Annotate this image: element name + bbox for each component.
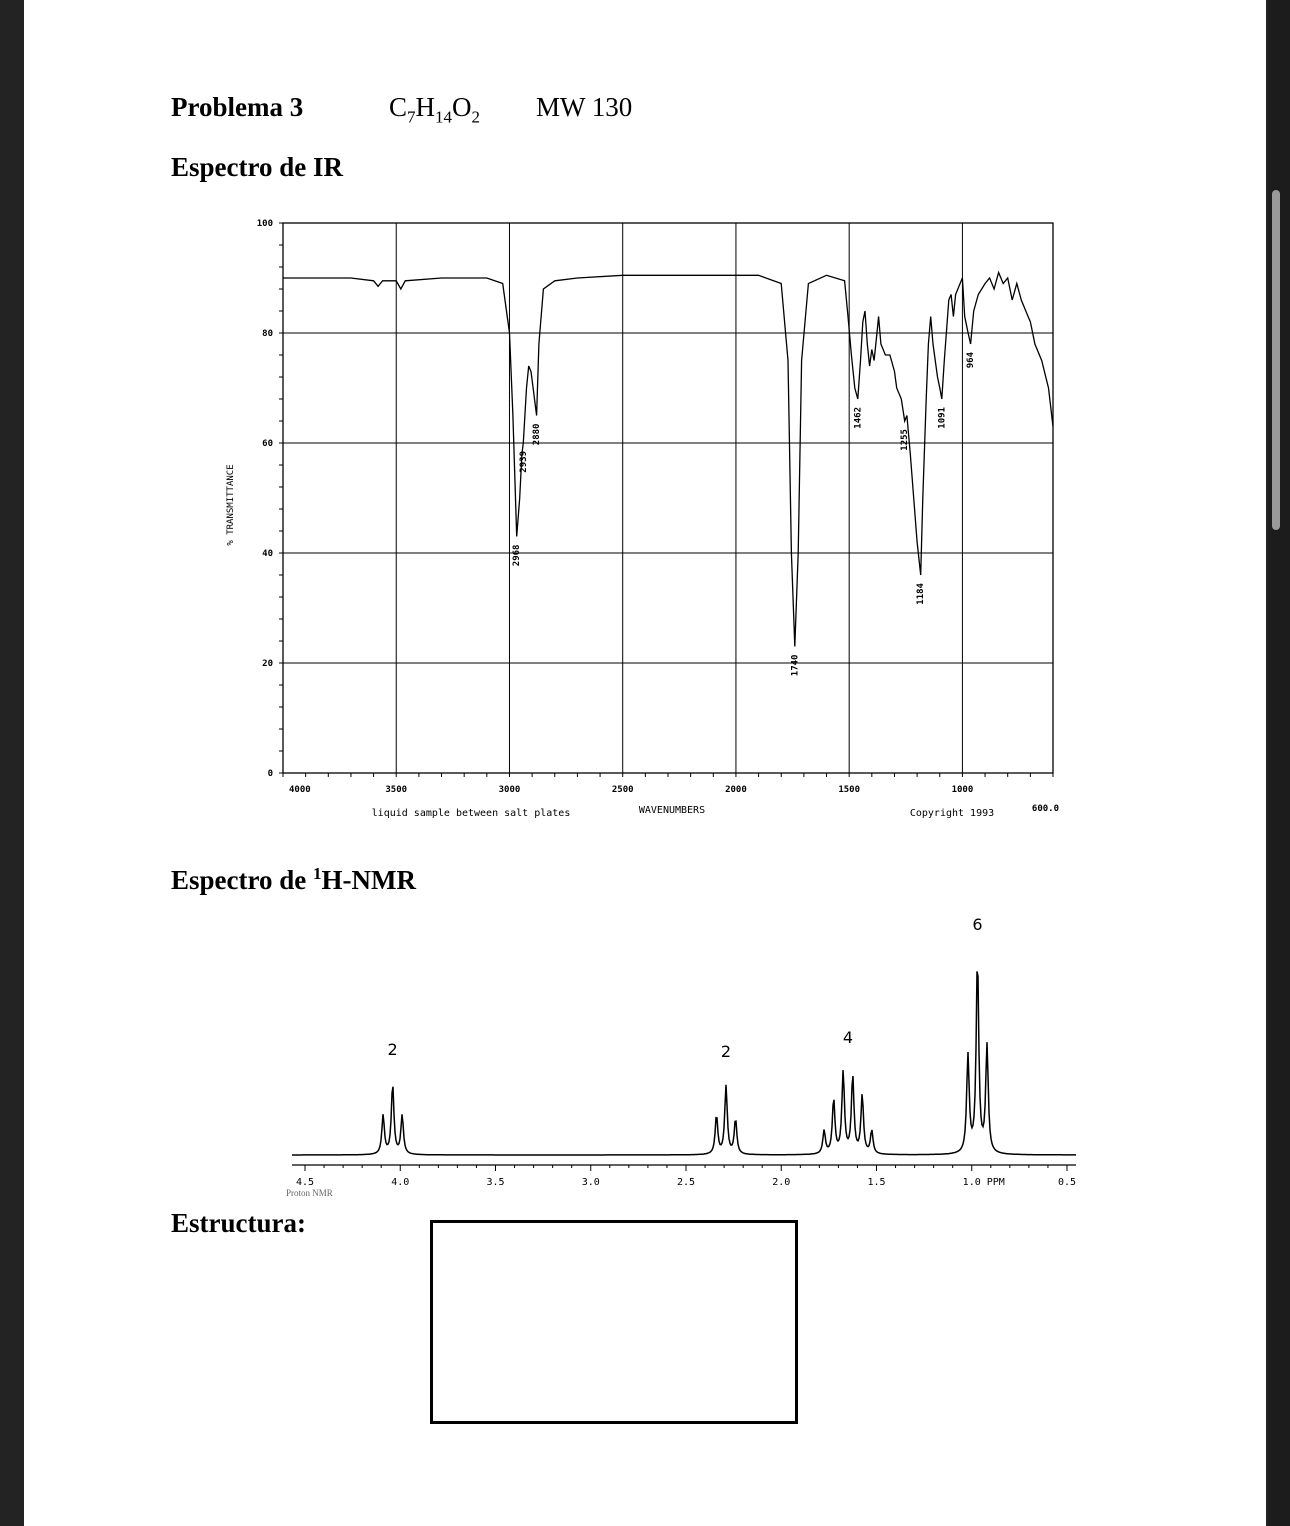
nmr-integration-label: 4 — [842, 1028, 854, 1048]
ir-peak-label: 1462 — [853, 407, 864, 429]
problem-label: Problema 3 — [171, 92, 304, 122]
ir-y-tick-label: 0 — [267, 769, 273, 779]
ir-peak-label: 1184 — [916, 583, 927, 605]
ir-peak-labels — [512, 351, 976, 676]
ir-peak-label: 964 — [966, 352, 977, 369]
ir-spectrum-chart — [226, 219, 1059, 819]
nmr-caption: Proton NMR — [286, 1188, 333, 1198]
nmr-integration-label: 6 — [972, 915, 983, 934]
ir-peak-label: 1255 — [900, 429, 911, 451]
formula-o: O — [452, 92, 472, 122]
ir-y-tick-label: 20 — [262, 659, 273, 669]
nmr-tick-label: 2.5 — [676, 1177, 696, 1188]
ir-section-title: Espectro de IR — [171, 152, 343, 182]
nmr-title-superscript: 1 — [313, 864, 322, 883]
ir-y-axis — [257, 219, 273, 779]
nmr-integration-labels — [388, 915, 983, 1061]
ir-sample-note: liquid sample between salt plates — [371, 808, 571, 819]
nmr-tick-label: 2.0 — [772, 1177, 791, 1188]
ir-x-tick-label: 2500 — [611, 785, 634, 795]
structure-answer-box[interactable] — [430, 1220, 798, 1424]
ir-x-tick-label: 4000 — [289, 785, 311, 795]
structure-section-title: Estructura: — [171, 1208, 306, 1238]
ir-y-tick-label: 100 — [256, 219, 273, 229]
ir-peak-label: 2880 — [532, 423, 543, 446]
nmr-tick-label: 4.5 — [295, 1177, 315, 1188]
ir-y-axis-label: % TRANSMITTANCE — [226, 464, 236, 546]
ir-series-line — [283, 273, 1053, 647]
formula-o-count: 2 — [471, 107, 481, 127]
molecular-weight: MW 130 — [536, 92, 633, 122]
nmr-integration-label: 2 — [387, 1039, 398, 1059]
nmr-x-axis — [296, 1165, 1076, 1188]
nmr-tick-label: 1.0 PPM — [962, 1177, 1005, 1188]
ir-y-tick-label: 80 — [262, 329, 273, 339]
ir-peak-label: 1091 — [937, 407, 948, 429]
nmr-series-line — [292, 971, 1076, 1155]
nmr-tick-label: 1.5 — [867, 1177, 886, 1188]
nmr-tick-label: 3.0 — [581, 1177, 600, 1188]
ir-x-tick-label: 2000 — [725, 785, 747, 795]
nmr-tick-label: 3.5 — [486, 1177, 505, 1188]
ir-peak-label: 2939 — [518, 451, 529, 473]
nmr-title-pre: Espectro de — [171, 865, 313, 895]
formula-h-count: 14 — [435, 107, 453, 127]
ir-y-tick-label: 40 — [262, 549, 273, 559]
nmr-spectrum-chart — [286, 915, 1076, 1198]
formula-h: H — [415, 92, 436, 122]
nmr-tick-label: 4.0 — [391, 1177, 410, 1188]
ir-peak-label: 2968 — [512, 544, 523, 567]
nmr-integration-label: 2 — [720, 1041, 732, 1061]
ir-x-tick-label: 3500 — [385, 785, 408, 795]
formula-c: C — [389, 92, 408, 122]
ir-x-axis-label: WAVENUMBERS — [638, 805, 706, 816]
ir-plot-frame — [283, 223, 1053, 773]
ir-grid — [279, 223, 1053, 777]
ir-x-tick-label: 3000 — [498, 785, 521, 795]
nmr-title-post: H-NMR — [321, 865, 416, 895]
nmr-tick-label: 0.5 — [1057, 1177, 1077, 1188]
ir-copyright: Copyright 1993 — [909, 808, 995, 819]
ir-peak-label: 1740 — [790, 654, 801, 677]
ir-y-tick-label: 60 — [262, 439, 273, 449]
ir-x-tick-label: 1500 — [838, 785, 861, 795]
ir-x-tick-label: 600.0 — [1031, 804, 1059, 814]
ir-x-tick-label: 1000 — [951, 785, 974, 795]
formula-c-count: 7 — [407, 107, 416, 127]
